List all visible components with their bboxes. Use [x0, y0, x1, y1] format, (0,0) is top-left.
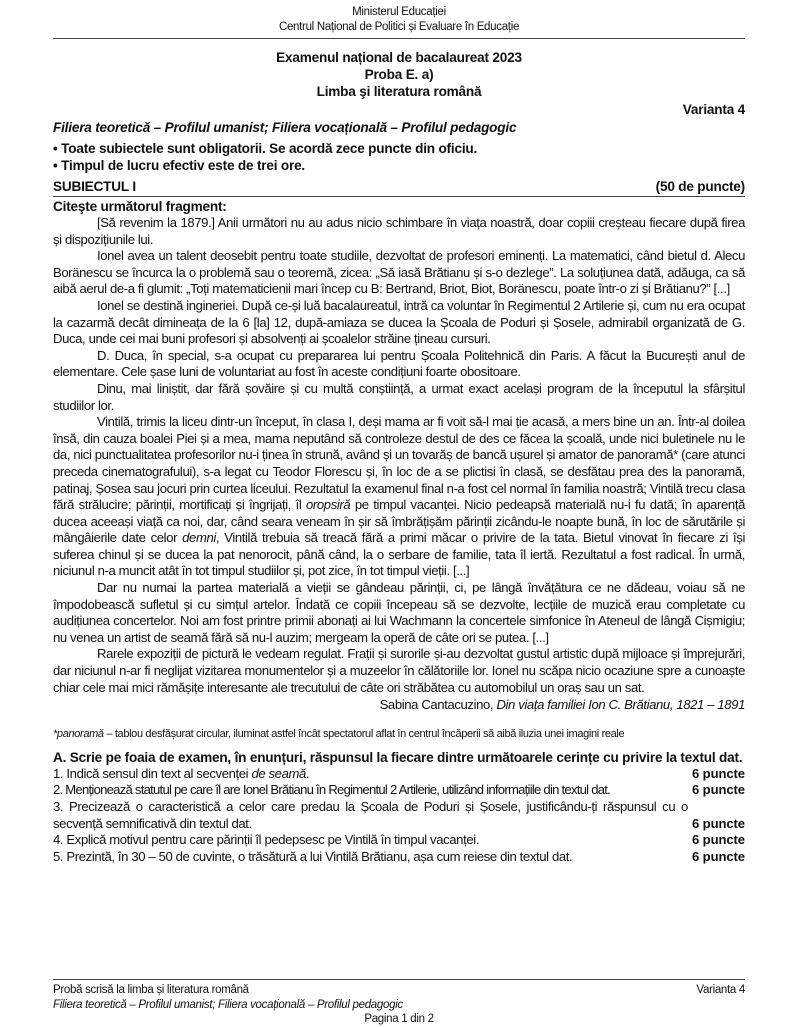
paragraph-text: pe timpul vacanței. Nicio pedeapsă materială nu-i fu dată; în aparență ducea aceeași viață ca noi, dar, când seara veneam în șir să îmbrățișăm părinții zicându-le noapte bună, în loc de sărutările și mângâierile date celor: [53, 497, 745, 546]
exam-proba: Proba E. a): [364, 67, 434, 82]
requirement-text: 2. Menționează statutul pe care îl are Ionel Brătianu în Regimentul 2 Artilerie, utilizând informațiile din textul dat.: [53, 782, 611, 798]
requirement-item: [53, 782, 745, 799]
italic-word: demni: [182, 530, 216, 546]
variant-label: Varianta 4: [682, 102, 745, 117]
paragraph: Dar nu numai la partea materială a vieții se gândeau părinții, ci, pe lângă învățătura ce ne dădeau, voiau să ne împodobească sufletul și cu simțul artelor. Îndată ce copiii începeau să se dezvolte, lecțiile de muzică erau completate cu audițiunea concertelor. Noi am fost printre primii abonați ai lui Wachmann la concertele simfonice în Ateneul de lângă Cișmigiu; nu venea un artist de seamă fără să nu-l auzim; mergeam la operă de câte ori se putea. [...]: [53, 580, 745, 645]
instruction-bullet: • Toate subiectele sunt obligatorii. Se acordă zece puncte din oficiu.: [53, 141, 478, 156]
footnote-definition: – tablou desfășurat circular, iluminat astfel încât spectatorul aflat în centrul încăperii să aibă iluzia unei imagini reale: [103, 727, 625, 740]
requirement-points: 6 puncte: [691, 832, 745, 848]
paragraph: Dinu, mai liniștit, dar fără șovăire și cu multă conștiință, a urmat exact același program de la începutul la sfârșitul studiilor lor.: [53, 380, 745, 413]
requirement-item: [53, 832, 745, 849]
requirement-text: 4. Explică motivul pentru care părinții îl pedepsesc pe Vintilă în timpul vacanței.: [53, 832, 480, 848]
footer-variant: Varianta 4: [696, 984, 745, 996]
paragraph-text: Vintilă, trimis la liceu dintr-un început, în clasa I, deși mama ar fi voit să-l mai ție acasă, a mers bine un an. Într-al doilea însă, din cauza boalei Piei și a mea, mama neputând să controleze destul de des ce făcea la școală, unde nici buletinele nu le da, nici punctualitatea profesorilor nu-i ținea în strună, având și un tovarăș de bancă ușurel și amator de panoramă* (care atunci preceda cinematografului), s-a legat cu Teodor Florescu și, în loc de a se plictisi în clasă, se desfătau prea des la panoramă, patinaj, Șosea sau jocuri prin curtea liceului. Rezultatul la examenul final n-a fost cel normal în familia noastră; Vintilă trecu clasa fără strălucire; părinții, mortificați și îngrijați, îl: [53, 414, 745, 513]
paragraph: Ionel se destină ingineriei. După ce-și luă bacalaureatul, intră ca voluntar în Regimentul 2 Artilerie și, cum nu era ocupat la cazarmă decât dimineața de la 6 [la] 12, după-amiaza se ducea la Școala de Poduri și Șosele, admirabil organizată de G. Duca, unde cei mai buni profesori și absolvenți ai școalelor străine țineau cursuri.: [53, 297, 745, 347]
requirement-text: .: [305, 765, 310, 781]
header-divider: [53, 38, 745, 39]
italic-word: oropsiră: [306, 497, 351, 513]
requirement-item: [53, 849, 745, 866]
page-header: [53, 5, 745, 35]
general-instructions: [53, 140, 745, 174]
section-header: [53, 178, 745, 195]
requirement-points: 6 puncte: [691, 782, 745, 798]
paragraph: Ionel avea un talent deosebit pentru toate studiile, dezvoltat de profesori eminenți. La matematici, când bietul d. Alecu Boränescu se încurca la o problemă sau o teoremă, zicea: „Să iasă Brătianu și s-o dezlege”. La soluțiunea dată, adăuga, ca să aibă aerul de-a fi glumit: „Toți matematicienii mari încep cu B: Bertrand, Briot, Biot, Boränescu, poate într-o zi și Brătianu?” [...]: [53, 248, 745, 297]
requirement-text: 1. Indică sensul din text al secvenței: [53, 765, 252, 781]
exam-subject: Limba şi literatura română: [316, 84, 482, 99]
page-footer: [53, 979, 745, 1027]
footer-exam: Probă scrisă la limba și literatura română: [53, 984, 249, 996]
requirement-text: 5. Prezintă, în 30 – 50 de cuvinte, o trăsătură a lui Vintilă Brătianu, așa cum reiese din textul dat.: [53, 848, 573, 864]
footnote-term: *panoramă: [53, 727, 104, 740]
instruction-bullet: • Timpul de lucru efectiv este de trei ore.: [53, 158, 306, 173]
section-points: (50 de puncte): [655, 179, 745, 194]
text-fragment: [53, 215, 745, 714]
requirements-list: [53, 766, 745, 866]
profile-label: Filiera teoretică – Profilul umanist; Filiera vocațională – Profilul pedagogic: [53, 120, 517, 135]
center-name: Centrul Național de Politici și Evaluare în Educație: [278, 21, 520, 33]
exam-title-block: [53, 49, 745, 100]
footer-profile: Filiera teoretică – Profilul umanist; Filiera vocațională – Profilul pedagogic: [53, 998, 403, 1011]
source-citation: [53, 697, 745, 714]
section-divider: [53, 196, 745, 197]
work-title: Din viața familiei Ion C. Brătianu, 1821 – 1891: [496, 697, 745, 713]
italic-word: de seamă: [251, 765, 306, 781]
paragraph: D. Duca, în special, s-a ocupat cu prepararea lui pentru Școala Politehnică din Paris. A făcut la București anul de elementare. Cele șase luni de voluntariat au fost în aceste condițiuni foarte obositoare.: [53, 347, 745, 380]
read-instruction: Citeşte următorul fragment:: [53, 199, 227, 214]
exam-title: Examenul național de bacalaureat 2023: [276, 50, 522, 65]
ministry-name: Ministerul Educației: [352, 6, 446, 18]
requirement-text: 3. Precizează o caracteristică a celor care predau la Școala de Poduri și Șosele, justificându-ți răspunsul cu o secvență semnificativă din textul dat.: [53, 799, 688, 831]
part-a-instruction: A. Scrie pe foaia de examen, în enunțuri, răspunsul la fiecare dintre următoarele cerințe cu privire la textul dat.: [53, 749, 743, 765]
requirement-item: [53, 799, 745, 832]
page-number: Pagina 1 din 2: [364, 1013, 434, 1025]
paragraph-text: , Vintilă trebuia să treacă fără a primi măcar o privire de la tata. Bietul vinovat în fiecare zi își suferea chinul și se ducea la pat nenorocit, până când, la o serbare de familie, tata îl iertă. Rezultatul a fost radical. În urmă, niciunul n-a muncit atât în tot timpul studiilor și, pot zice, în tot timpul vieții. [...]: [53, 530, 745, 579]
paragraph: [Să revenim la 1879.] Anii următori nu au adus nicio schimbare în viața noastră, doar copiii creșteau fiecare după firea și dispozițiunile lui.: [53, 215, 745, 247]
footnote: [53, 727, 745, 741]
requirement-points: 6 puncte: [691, 765, 745, 781]
author: Sabina Cantacuzino,: [379, 697, 497, 713]
section-title: SUBIECTUL I: [53, 179, 136, 194]
paragraph: Rarele expoziții de pictură le vedeam regulat. Frații și surorile și-au dezvoltat gustul artistic după mijloace și împrejurări, dar niciunul n-ar fi neglijat vizitarea monumentelor și a muzeelor în călătoriile lor. Ionel nu scăpa nicio ocaziune spre a cunoaște chiar cele mai mici rămășițe interesante ale trecutului de câte ori străbătea cu automobilul un oraș sau un sat.: [53, 646, 745, 695]
requirement-points: 6 puncte: [691, 815, 745, 831]
exam-page: [53, 0, 745, 865]
requirement-points: 6 puncte: [691, 848, 745, 864]
paragraph: [53, 414, 745, 580]
footer-divider: [53, 979, 745, 980]
requirement-item: [53, 766, 745, 783]
